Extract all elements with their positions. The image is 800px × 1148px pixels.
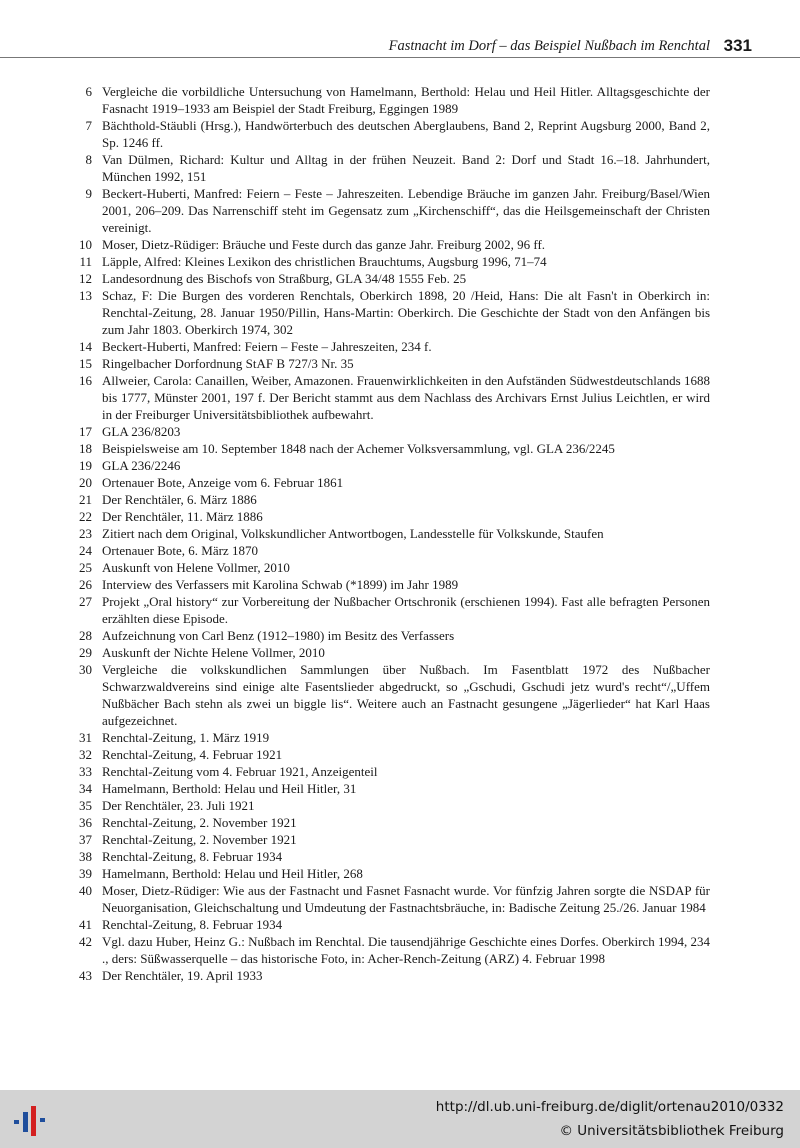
endnote-item [68, 474, 710, 491]
endnote-item [68, 440, 710, 457]
endnote-number: 35 [79, 798, 92, 813]
endnote-number: 25 [79, 560, 92, 575]
endnote-text: Aufzeichnung von Carl Benz (1912–1980) im Besitz des Verfassers [102, 628, 455, 643]
endnote-number: 9 [85, 186, 92, 201]
endnote-text: Vergleiche die volkskundlichen Sammlungen über Nußbach. Im Fasentblatt 1972 des Nußbacher Schwarzwaldvereins sind einige alte Fasentslieder abgedruckt, so „Gschudi, Gschudi jetz wurd's recht“/„Uffem Nußbächer Bach stehn als zwei un biggle lis“. Weitere auch an Fastnacht gesungene „Jägerlieder“ hat Karl Haas aufgezeichnet. [102, 662, 710, 728]
endnote-number: 33 [79, 764, 92, 779]
endnote-number: 41 [79, 917, 92, 932]
endnote-number: 36 [79, 815, 92, 830]
endnote-number: 15 [79, 356, 92, 371]
endnote-number: 30 [79, 662, 92, 677]
endnote-number: 8 [85, 152, 92, 167]
endnote-number: 29 [79, 645, 92, 660]
ub-freiburg-logo-icon [12, 1104, 48, 1138]
endnote-text: Projekt „Oral history“ zur Vorbereitung der Nußbacher Ortschronik (erschienen 1994). Fast alle befragten Personen erzählten diese Episode. [102, 594, 710, 626]
endnote-item [68, 559, 710, 576]
endnote-number: 26 [79, 577, 92, 592]
endnote-item [68, 661, 710, 729]
endnote-text: GLA 236/8203 [102, 424, 181, 439]
endnote-text: Renchtal-Zeitung vom 4. Februar 1921, Anzeigenteil [102, 764, 378, 779]
endnote-number: 39 [79, 866, 92, 881]
endnote-number: 6 [85, 84, 92, 99]
endnote-item [68, 83, 710, 117]
endnote-text: Zitiert nach dem Original, Volkskundlicher Antwortbogen, Landesstelle für Volkskunde, Staufen [102, 526, 604, 541]
endnote-item [68, 423, 710, 440]
endnote-item [68, 729, 710, 746]
endnote-item [68, 236, 710, 253]
endnote-number: 37 [79, 832, 92, 847]
endnote-text: Interview des Verfassers mit Karolina Schwab (*1899) im Jahr 1989 [102, 577, 459, 592]
endnote-text: Renchtal-Zeitung, 8. Februar 1934 [102, 849, 283, 864]
endnote-item [68, 542, 710, 559]
endnote-item [68, 338, 710, 355]
source-url-link[interactable]: http://dl.ub.uni-freiburg.de/diglit/ortenau2010/0332 [435, 1099, 784, 1115]
endnote-text: Beispielsweise am 10. September 1848 nach der Achemer Volksversammlung, vgl. GLA 236/2245 [102, 441, 615, 456]
endnote-text: Der Renchtäler, 23. Juli 1921 [102, 798, 255, 813]
endnote-text: Van Dülmen, Richard: Kultur und Alltag in der frühen Neuzeit. Band 2: Dorf und Stadt 16.–18. Jahrhundert, München 1992, 151 [102, 152, 710, 184]
endnote-text: Schaz, F: Die Burgen des vorderen Renchtals, Oberkirch 1898, 20 /Heid, Hans: Die alt Fasn't in Oberkirch in: Renchtal-Zeitung, 28. Januar 1950/Pillin, Hans-Martin: Oberkirch. Die Geschichte der Stadt von den Anfängen bis zum Jahr 1803. Oberkirch 1974, 302 [102, 288, 710, 337]
endnote-number: 22 [79, 509, 92, 524]
endnote-item [68, 287, 710, 338]
endnote-text: GLA 236/2246 [102, 458, 181, 473]
endnote-item [68, 797, 710, 814]
endnote-number: 27 [79, 594, 92, 609]
endnote-item [68, 491, 710, 508]
endnote-text: Renchtal-Zeitung, 4. Februar 1921 [102, 747, 283, 762]
header-rule [0, 57, 800, 58]
endnote-text: Moser, Dietz-Rüdiger: Wie aus der Fastnacht und Fasnet Fasnacht wurde. Vor fünfzig Jahren sorgte die NSDAP für Neuorganisation, Gleichschaltung und Umdeutung der Fastnachtsbräuche, in: Badische Zeitung 25./26. Januar 1984 [102, 883, 710, 915]
endnote-item [68, 525, 710, 542]
endnote-item [68, 967, 710, 984]
endnote-number: 21 [79, 492, 92, 507]
endnote-item [68, 185, 710, 236]
endnote-item [68, 848, 710, 865]
endnote-text: Ortenauer Bote, Anzeige vom 6. Februar 1861 [102, 475, 344, 490]
footer-bar [0, 1090, 800, 1148]
endnote-text: Beckert-Huberti, Manfred: Feiern – Feste – Jahreszeiten. Lebendige Bräuche im ganzen Jahr. Freiburg/Basel/Wien 2001, 206–209. Das Narrenschiff steht im Gegensatz zum „Kirchenschiff“, das die Heilsgemeinschaft der Christen vereinigt. [102, 186, 710, 235]
endnote-number: 19 [79, 458, 92, 473]
endnote-item [68, 882, 710, 916]
endnote-text: Der Renchtäler, 6. März 1886 [102, 492, 257, 507]
endnote-item [68, 763, 710, 780]
endnote-text: Hamelmann, Berthold: Helau und Heil Hitler, 31 [102, 781, 357, 796]
endnote-text: Renchtal-Zeitung, 8. Februar 1934 [102, 917, 283, 932]
endnote-text: Der Renchtäler, 11. März 1886 [102, 509, 263, 524]
endnote-item [68, 253, 710, 270]
endnote-item [68, 933, 710, 967]
endnote-text: Vergleiche die vorbildliche Untersuchung von Hamelmann, Berthold: Helau und Heil Hitler. Alltagsgeschichte der Fasnacht 1919–1933 am Beispiel der Stadt Freiburg, Eggingen 1989 [102, 84, 710, 116]
endnote-number: 23 [79, 526, 92, 541]
endnote-text: Läpple, Alfred: Kleines Lexikon des christlichen Brauchtums, Augsburg 1996, 71–74 [102, 254, 547, 269]
endnote-item [68, 593, 710, 627]
endnote-number: 11 [79, 254, 92, 269]
endnote-text: Renchtal-Zeitung, 1. März 1919 [102, 730, 270, 745]
endnote-item [68, 508, 710, 525]
endnote-item [68, 865, 710, 882]
endnote-number: 17 [79, 424, 92, 439]
endnote-number: 31 [79, 730, 92, 745]
endnote-item [68, 916, 710, 933]
endnote-number: 28 [79, 628, 92, 643]
endnote-item [68, 576, 710, 593]
endnote-number: 38 [79, 849, 92, 864]
endnote-text: Landesordnung des Bischofs von Straßburg, GLA 34/48 1555 Feb. 25 [102, 271, 467, 286]
endnote-number: 42 [79, 934, 92, 949]
endnote-item [68, 780, 710, 797]
endnote-text: Hamelmann, Berthold: Helau und Heil Hitler, 268 [102, 866, 363, 881]
running-title: Fastnacht im Dorf – das Beispiel Nußbach im Renchtal [388, 38, 710, 54]
endnote-item [68, 644, 710, 661]
endnote-text: Ringelbacher Dorfordnung StAF B 727/3 Nr. 35 [102, 356, 354, 371]
page-number: 331 [723, 36, 752, 55]
endnote-text: Der Renchtäler, 19. April 1933 [102, 968, 263, 983]
endnote-number: 20 [79, 475, 92, 490]
endnote-number: 7 [85, 118, 92, 133]
endnote-item [68, 746, 710, 763]
endnote-text: Renchtal-Zeitung, 2. November 1921 [102, 815, 297, 830]
endnote-text: Ortenauer Bote, 6. März 1870 [102, 543, 258, 558]
endnote-number: 43 [79, 968, 92, 983]
endnote-item [68, 151, 710, 185]
endnote-number: 16 [79, 373, 92, 388]
endnote-text: Moser, Dietz-Rüdiger: Bräuche und Feste durch das ganze Jahr. Freiburg 2002, 96 ff. [102, 237, 546, 252]
endnote-number: 40 [79, 883, 92, 898]
endnote-item [68, 831, 710, 848]
endnote-number: 14 [79, 339, 92, 354]
endnote-text: Bächthold-Stäubli (Hrsg.), Handwörterbuch des deutschen Aberglaubens, Band 2, Reprint Augsburg 2000, Band 2, Sp. 1246 ff. [102, 118, 710, 150]
endnote-item [68, 355, 710, 372]
endnote-item [68, 270, 710, 287]
endnote-text: Beckert-Huberti, Manfred: Feiern – Feste – Jahreszeiten, 234 f. [102, 339, 432, 354]
endnote-item [68, 117, 710, 151]
endnotes-list [68, 83, 710, 984]
endnote-number: 18 [79, 441, 92, 456]
endnote-text: Auskunft von Helene Vollmer, 2010 [102, 560, 290, 575]
endnote-text: Vgl. dazu Huber, Heinz G.: Nußbach im Renchtal. Die tausendjährige Geschichte eines Dorfes. Oberkirch 1994, 234 ., ders: Süßwasserquelle – das historische Foto, in: Acher-Rench-Zeitung (ARZ) 4. Februar 1998 [102, 934, 710, 966]
endnote-text: Renchtal-Zeitung, 2. November 1921 [102, 832, 297, 847]
endnote-number: 34 [79, 781, 92, 796]
endnote-item [68, 814, 710, 831]
endnote-number: 12 [79, 271, 92, 286]
copyright-notice: © Universitätsbibliothek Freiburg [559, 1123, 784, 1139]
endnote-number: 24 [79, 543, 92, 558]
endnote-number: 32 [79, 747, 92, 762]
endnote-item [68, 457, 710, 474]
endnote-number: 13 [79, 288, 92, 303]
endnote-text: Auskunft der Nichte Helene Vollmer, 2010 [102, 645, 325, 660]
endnote-item [68, 627, 710, 644]
endnote-number: 10 [79, 237, 92, 252]
endnote-item [68, 372, 710, 423]
endnote-text: Allweier, Carola: Canaillen, Weiber, Amazonen. Frauenwirklichkeiten in den Aufständen Südwestdeutschlands 1688 bis 1777, Münster 2001, 197 f. Der Bericht stammt aus dem Nachlass des Archivars Ernst Julius Leichtlen, er wird in der Freiburger Universitätsbibliothek aufbewahrt. [102, 373, 710, 422]
